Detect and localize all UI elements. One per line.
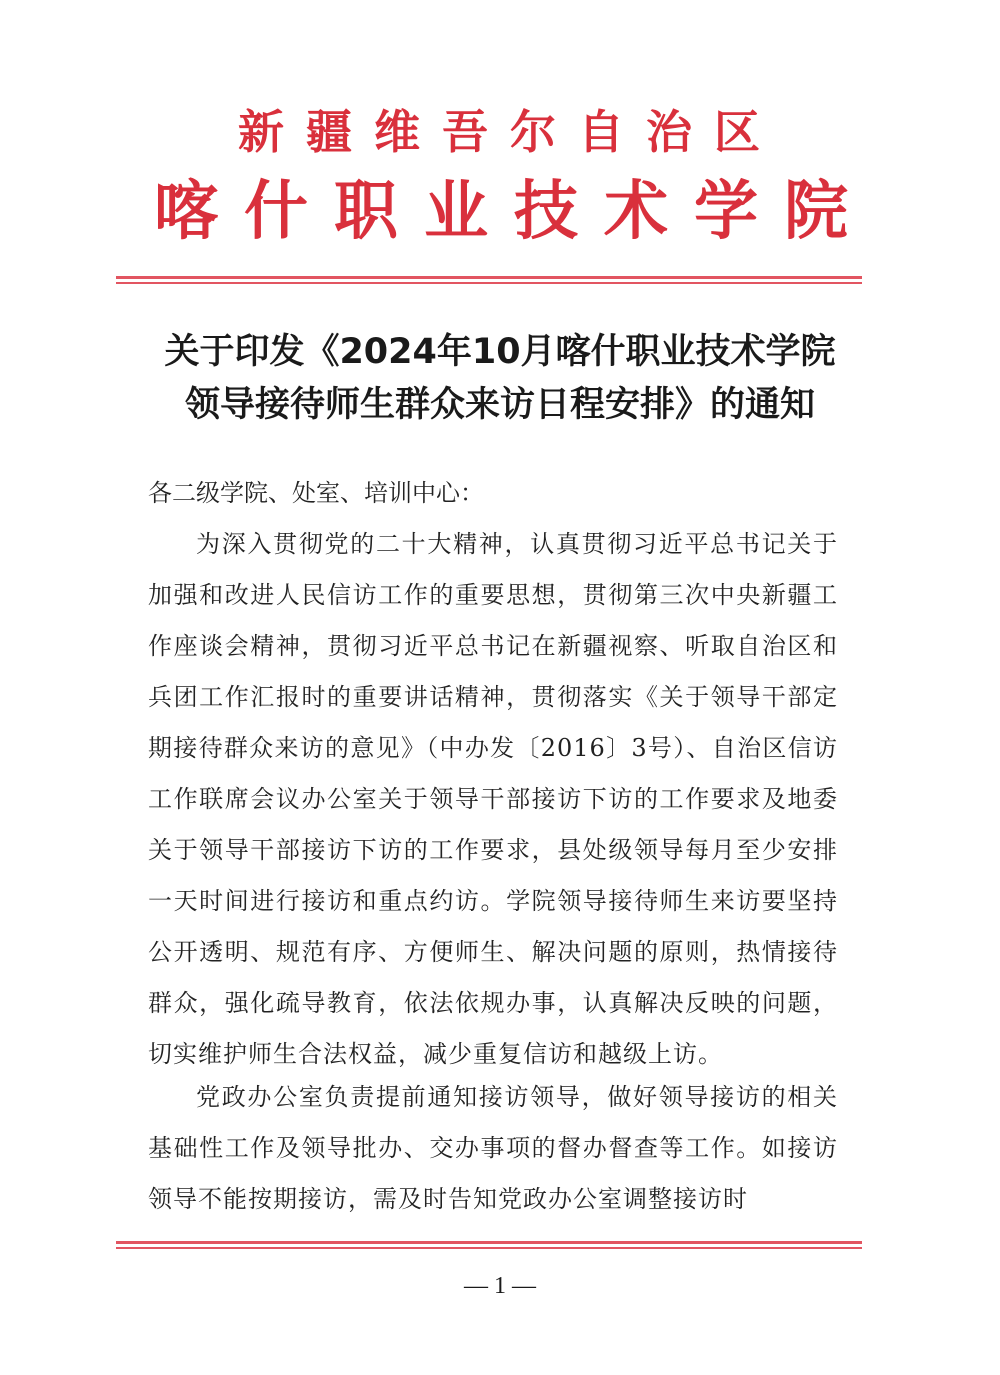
salutation: 各二级学院、处室、培训中心： (148, 479, 484, 507)
page-number: — 1 — (464, 1273, 536, 1299)
document-title (0, 327, 1000, 430)
issuing-institution-header: 喀什职业技术学院 (154, 175, 874, 249)
header-divider (116, 276, 862, 284)
body-paragraph-2: 党政办公室负责提前通知接访领导，做好领导接访的相关基础性工作及领导批办、交办事项的督办督查等工作。如接访领导不能按期接访，需及时告知党政办公室调整接访时 (148, 1083, 838, 1213)
document-title-line-1: 关于印发《2024年10月喀什职业技术学院 (164, 332, 836, 372)
body-paragraph-1: 为深入贯彻党的二十大精神，认真贯彻习近平总书记关于加强和改进人民信访工作的重要思想，贯彻第三次中央新疆工作座谈会精神，贯彻习近平总书记在新疆视察、听取自治区和兵团工作汇报时的重要讲话精神，贯彻落实《关于领导干部定期接待群众来访的意见》（中办发〔2016〕3号）、自治区信访工作联席会议办公室关于领导干部接访下访的工作要求及地委关于领导干部接访下访的工作要求，县处级领导每月至少安排一天时间进行接访和重点约访。学院领导接待师生来访要坚持公开透明、规范有序、方便师生、解决问题的原则，热情接待群众，强化疏导教育，依法依规办事，认真解决反映的问题，切实维护师生合法权益，减少重复信访和越级上访。 (148, 530, 838, 1068)
footer-divider (116, 1241, 862, 1249)
document-title-line-2: 领导接待师生群众来访日程安排》的通知 (184, 385, 815, 425)
issuing-region-header: 新疆维吾尔自治区 (238, 105, 782, 159)
